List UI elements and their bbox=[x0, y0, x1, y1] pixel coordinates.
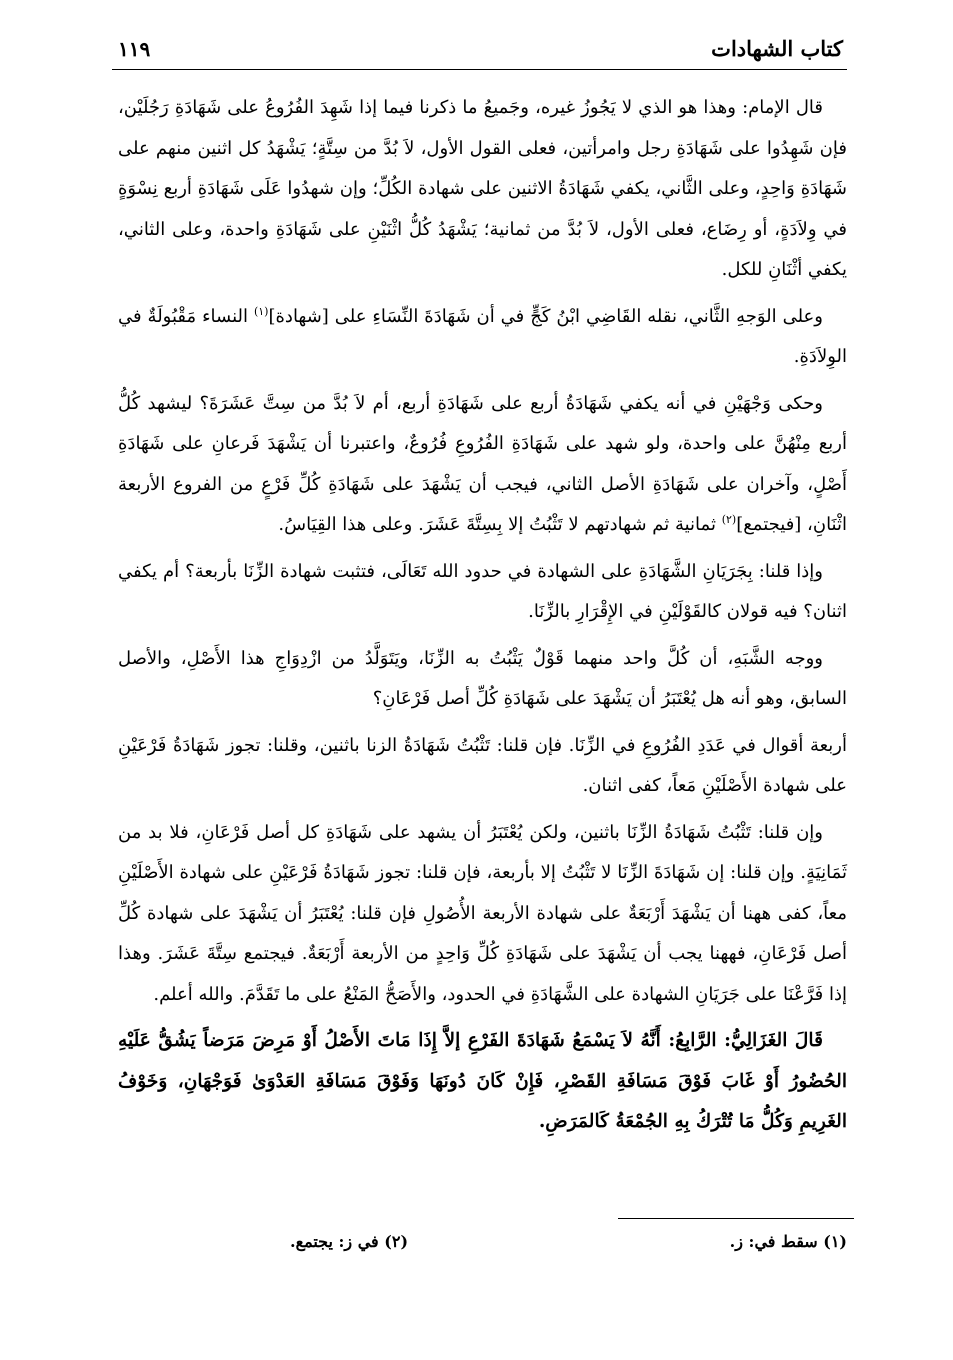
footnote-ref-1: (١) bbox=[253, 304, 269, 318]
paragraph-hudud: وإذا قلنا: بِجَرَيَانِ الشَّهَادَةِ على الشهادة في حدود الله تَعَالَى، فتثبت شهادة الزِّنَا بأربعة؟ أم يكفي اثنان؟ فيه قولان كالقَوْلَيْنِ في الإِقْرَارِ بالزِّنَا. bbox=[118, 560, 847, 622]
matn-ghazali: قَالَ الغَزَالِيُّ: الرَّابِعُ: أَنَّهُ لاَ يَسْمَعُ شَهَادَةَ الفَرْعِ إلاَّ إِذَا مَاتَ الأَصْلُ أَوْ مَرِضَ مَرَضاً يَشُقُّ عَلَيْهِ الحُضُورُ أَوْ غَابَ فَوْقَ مَسَافَةِ القَصْرِ، فَإِنْ كَانَ دُونَهَا وَفَوْقَ مَسَافَةِ العَدْوَىٰ فَوَجْهَانِ، وَخَوْفُ الغَرِيمِ وَكُلُّ مَا تُتْرَكُ بِهِ الجُمْعَةُ كَالمَرَضِ. bbox=[118, 1030, 847, 1132]
paragraph-if-we-say: وإن قلنا: تَثْبُتُ شَهَادَةُ الزِّنَا باثنين، ولكن يُعْتَبَرُ أن يشهد على شَهَادَةِ كل أصل فَرْعَانِ، فلا بد من ثَمَانِيَةٍ. وإن قلنا: إن شَهَادَةَ الزِّنَا لا تَثْبُتُ إلا بأربعة، فإن قلنا: تجوز شَهَادَةُ فَرْعَيْنِ على شهادة الأَصْلَيْنِ معاً، كفى ههنا أن يَشْهَدَ أَرْبَعَةٌ على شهادة الأربعة الأُصُولِ فإن قلنا: يُعْتَبَرُ أن يَشْهَدَ على شهادة كُلِّ أصل فَرْعَانِ، فههنا يجب أن يَشْهَدَ على شَهَادَةِ كُلِّ وَاحِدٍ من الأربعة أَرْبَعَةٌ. فيجتمع سِتَّةَ عَشَرَ. وهذا إذا فَرَّعْنَا على جَرَيَانِ الشهادة على الشَّهَادَةِ في الحدود، والأَصَحُّ المَنْعُ على ما تَقَدَّمَ. والله أعلم. bbox=[118, 821, 847, 1005]
paragraph-two-aspects: وحكى وَجْهَيْنِ في أنه يكفي شَهَادَةُ أربع على شَهَادَةِ أربع، أم لاَ بُدَّ من سِتَّ عَشَرَةَ؟ ليشهد كُلُّ أربع مِنْهُنَّ على واحدة، ولو شهد على شَهَادَةِ الفُرُوعِ فُرُوعٌ، واعتبرنا أن يَشْهَدَ فَرعانِ على شَهَادَةِ أَصْلٍ، وآخران على شَهَادَةِ الأصل الثاني، فيجب أن يَشْهَدَ على شَهَادَةِ كُلِّ فَرْعٍ من الفروع الأربعة اثْنَانِ، [فيجتمع]$^{(٢)}$ ثمانية ثم شهادتهم لا تَثْبُتُ إلا بِسِتَّةَ عَشَرَ. وعلى هذا القِيَاسُ. bbox=[118, 392, 847, 535]
book-title: كتاب الشهادات bbox=[711, 36, 843, 61]
footnotes bbox=[290, 1232, 847, 1251]
paragraph-imam: قال الإمام: وهذا هو الذي لا يَجُوزُ غيره، وجَميعُ ما ذكرنا فيما إذا شَهِدَ الفُرُوعُ على شَهَادَةِ رَجُلَيْن، فإن شَهِدُوا على شَهَادَةِ رجل وامرأتين، فعلى القول الأول، لاَ بُدَّ من سِتَّةٍ؛ يَشْهَدُ كل اثنين منهم على شَهَادَةِ وَاحِدٍ، وعلى الثَّاني، يكفي شَهَادَةُ الاثنين على شهادة الكُلِّ؛ وإن شهدُوا عَلَى شَهَادَةِ أربع نِسْوَةٍ في وِلاَدَةٍ، أو رِضَاع، فعلى الأول، لاَ بُدَّ من ثمانية؛ يَشْهَدُ كُلُّ اثْنَيْنِ على شَهَادَةِ واحدة، وعلى الثاني، يكفي أثْنَانِ للكل. bbox=[118, 97, 847, 280]
page-number: ١١٩ bbox=[118, 37, 151, 61]
footnote-ref-2: (٢) bbox=[721, 513, 737, 526]
main-text bbox=[118, 88, 847, 1143]
paragraph-resemblance: ووجه الشَّبَهِ، أن كُلَّ واحد منهما قَوْلٌ يَثْبُتُ به الزِّنَا، ويَتَوَلَّدُ من ازْدِوَاجِ هذا الأَصْلِ، والأصل السابق، وهو أنه هل يُعْتَبَرُ أن يَشْهَدَ على شَهَادَةِ كُلِّ أصل فَرْعَانِ؟ bbox=[118, 647, 847, 709]
paragraph-second-aspect: وعلى الوَجهِ الثَّاني، نقله القَاضِي ابْنُ كَجٍّ في أن شَهَادَةَ النِّسَاءِ على [شهادة]$^{(١)}$ النساء مَقْبُولَةٌ في الوِلاَدَةِ. bbox=[118, 304, 847, 367]
paragraph-four-opinions: أربعة أقوال في عَدَدِ الفُرُوعِ في الزِّنَا. فإن قلنا: تَثْبُتُ شَهَادَةُ الزنا باثنين، وقلنا: تجوز شَهَادَةُ فَرْعَيْنِ على شهادة الأَصْلَيْنِ مَعاً، كفى اثنان. bbox=[118, 734, 847, 796]
footnote-divider bbox=[618, 1218, 854, 1219]
footnote-2: (٢) في ز: يجتمع. bbox=[290, 1232, 409, 1251]
running-header bbox=[112, 30, 847, 70]
footnote-1: (١) سقط في: ز. bbox=[729, 1232, 847, 1251]
